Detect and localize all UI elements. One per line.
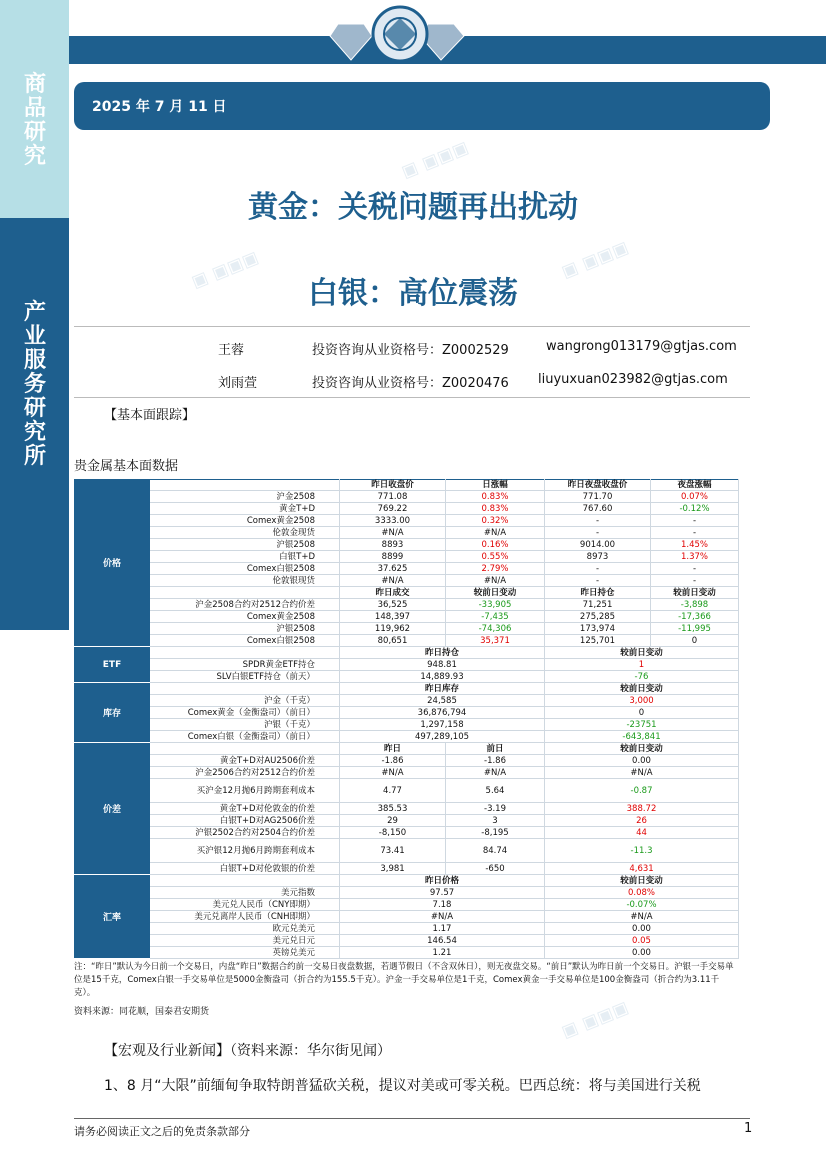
table-cell: #N/A [340,911,545,923]
table-cell: 71,251 [545,599,651,611]
table-cell: 沪银2508 [150,623,340,635]
table-row [74,671,739,683]
sidebar-label-industry-service-institute: 产 业 服 务 研 究 所 [23,299,46,469]
table-cell: 0.07% [651,491,739,503]
analyst-1-email[interactable]: wangrong013179@gtjas.com [546,339,737,354]
table-cell: 黄金T+D [150,503,340,515]
table-cell: -0.87 [545,779,739,803]
table-cell: -643,841 [545,731,739,743]
table-cell: 36,876,794 [340,707,545,719]
analyst-2-cert: 投资咨询从业资格号：Z0020476 [312,376,509,391]
table-cell: 欧元兑美元 [150,923,340,935]
table-cell: -1.86 [446,755,545,767]
table-cell: 497,289,105 [340,731,545,743]
table-row [74,839,739,863]
table-cell: 1,297,158 [340,719,545,731]
table-cell: 73.41 [340,839,446,863]
table-cell: 1.21 [340,947,545,959]
table-cell: - [651,563,739,575]
table-cell [150,479,340,491]
table-row [74,563,739,575]
table-cell: 8973 [545,551,651,563]
table-row [74,911,739,923]
table-cell: -8,195 [446,827,545,839]
table-cell: 较前日变动 [545,875,739,887]
table-cell: 4.77 [340,779,446,803]
report-date: 2025 年 7 月 11 日 [92,99,227,115]
table-category-label: 库存 [74,683,150,743]
table-cell: 3 [446,815,545,827]
table-category-label: ETF [74,647,150,683]
table-cell: 146.54 [340,935,545,947]
table-cell: 1.45% [651,539,739,551]
table-row [74,863,739,875]
table-header-row [74,647,739,659]
table-cell: 7.18 [340,899,545,911]
table-note: 注：“昨日”默认为今日前一个交易日，内盘“昨日”数据合约前一交易日夜盘数据，若遇节假日（不含双休日），则无夜盘交易。“前日”默认为昨日前一个交易日。沪银一手交易单位是15千克，Comex白银一手交易单位是5000金衡盎司（折合约为155.5千克）。沪金一手交易单位是1千克，Comex黄金一手交易单位是100金衡盎司（折合约为3.11千克）。 [74,962,734,998]
title-gold: 黄金：关税问题再出扰动 [248,190,578,225]
table-cell [150,875,340,887]
table-cell: 0 [651,635,739,647]
table-header-row [74,743,739,755]
table-cell: - [545,563,651,575]
table-cell: 125,701 [545,635,651,647]
table-cell: 771.70 [545,491,651,503]
table-cell: 5.64 [446,779,545,803]
table-cell: 沪金2508 [150,491,340,503]
table-cell: Comex黄金2508 [150,515,340,527]
table-cell: 2.79% [446,563,545,575]
table-cell: #N/A [446,527,545,539]
table-cell: #N/A [545,767,739,779]
table-cell: 388.72 [545,803,739,815]
news-item-1: 1、8 月“大限”前缅甸争取特朗普猛砍关税，提议对美或可零关税。巴西总统：将与美国进行关税 [104,1078,701,1094]
table-row [74,731,739,743]
watermark-logo: ▣ ▣▣▣ [558,237,632,283]
table-cell: - [651,515,739,527]
table-row [74,899,739,911]
table-cell: 26 [545,815,739,827]
table-cell: 伦敦金现货 [150,527,340,539]
table-cell: #N/A [446,767,545,779]
table-cell: 美元指数 [150,887,340,899]
watermark-logo: ▣ ▣▣▣ [398,137,472,183]
table-cell: 0.00 [545,947,739,959]
table-row [74,551,739,563]
table-cell: -1.86 [340,755,446,767]
table-cell: -650 [446,863,545,875]
table-cell: 白银T+D对AG2506价差 [150,815,340,827]
table-cell: #N/A [340,575,446,587]
table-cell: 275,285 [545,611,651,623]
table-row [74,887,739,899]
table-cell: -23751 [545,719,739,731]
table-header-row [74,875,739,887]
section-fundamentals-title: 【基本面跟踪】 [104,408,196,423]
table-row [74,827,739,839]
table-cell: 1.17 [340,923,545,935]
table-cell: 37.625 [340,563,446,575]
table-cell: #N/A [545,911,739,923]
table-cell: 沪金2508合约对2512合约价差 [150,599,340,611]
data-source: 资料来源：同花顺，国泰君安期货 [74,1007,210,1017]
table-cell: -17,366 [651,611,739,623]
table-cell: -0.07% [545,899,739,911]
table-cell: -8,150 [340,827,446,839]
table-row [74,599,739,611]
table-cell: 1 [545,659,739,671]
table-row [74,575,739,587]
table-cell: 36,525 [340,599,446,611]
table-cell: 较前日变动 [545,743,739,755]
table-cell: 0.05 [545,935,739,947]
table-cell: 0.08% [545,887,739,899]
table-cell: 29 [340,815,446,827]
table-cell: 较前日变动 [651,587,739,599]
table-cell: 14,889.93 [340,671,545,683]
table-row [74,719,739,731]
table-cell [150,743,340,755]
table-row [74,611,739,623]
table-cell: 前日 [446,743,545,755]
page-number: 1 [744,1121,753,1136]
table-cell: 767.60 [545,503,651,515]
table-cell: SPDR黄金ETF持仓 [150,659,340,671]
table-cell: 昨日 [340,743,446,755]
table-cell: 昨日成交 [340,587,446,599]
macro-news-title: 【宏观及行业新闻】（资料来源：华尔街见闻） [104,1043,391,1059]
table-row [74,503,739,515]
table-cell: 8899 [340,551,446,563]
table-cell: 昨日持仓 [340,647,545,659]
watermark-logo: ▣ ▣▣▣ [188,247,262,293]
table-cell: 9014.00 [545,539,651,551]
table-cell: 白银T+D [150,551,340,563]
table-cell: 0.00 [545,755,739,767]
table-header-row [74,587,739,599]
table-cell: -0.12% [651,503,739,515]
table-cell: 买沪银12月抛6月跨期套利成本 [150,839,340,863]
footer-disclaimer: 请务必阅读正文之后的免责条款部分 [74,1125,250,1138]
table-cell: 昨日收盘价 [340,479,446,491]
table-cell: 0.83% [446,491,545,503]
table-cell: 0.00 [545,923,739,935]
table-row [74,527,739,539]
table-cell: 3,000 [545,695,739,707]
sidebar-label-commodity-research: 商 品 研 究 [23,71,46,169]
table-row [74,803,739,815]
table-cell [150,647,340,659]
watermark-logo: ▣ ▣▣▣ [558,997,632,1043]
table-cell: -11,995 [651,623,739,635]
table-category-label: 价格 [74,479,150,647]
table-cell [150,683,340,695]
table-cell: 日涨幅 [446,479,545,491]
table-cell: - [545,527,651,539]
table-cell: 美元兑人民币（CNY即期） [150,899,340,911]
analyst-2-name: 刘雨萱 [218,376,258,391]
table-cell: 昨日持仓 [545,587,651,599]
table-cell: 美元兑离岸人民币（CNH即期） [150,911,340,923]
table-cell: 24,585 [340,695,545,707]
table-cell: 4,631 [545,863,739,875]
table-cell: 35,371 [446,635,545,647]
table-category-label: 汇率 [74,875,150,959]
table-row [74,623,739,635]
table-cell: -3.19 [446,803,545,815]
table-cell: 771.08 [340,491,446,503]
table-row [74,947,739,959]
table-cell: 沪金（千克） [150,695,340,707]
table-category-label: 价差 [74,743,150,875]
table-cell: - [651,575,739,587]
table-cell: 英镑兑美元 [150,947,340,959]
table-cell: 昨日库存 [340,683,545,695]
table-row [74,923,739,935]
title-silver: 白银：高位震荡 [308,276,518,311]
table-header-row [74,479,739,491]
table-cell: 昨日价格 [340,875,545,887]
table-cell: 较前日变动 [545,683,739,695]
table-cell: 80,651 [340,635,446,647]
table-cell: 385.53 [340,803,446,815]
table-cell: 美元兑日元 [150,935,340,947]
table-row [74,755,739,767]
table-cell: -7,435 [446,611,545,623]
table-caption: 贵金属基本面数据 [74,459,179,474]
table-row [74,635,739,647]
analyst-1-name: 王蓉 [218,343,245,358]
table-cell: Comex白银2508 [150,563,340,575]
table-row [74,815,739,827]
table-cell: 黄金T+D对AU2506价差 [150,755,340,767]
table-cell: 0.83% [446,503,545,515]
table-cell: #N/A [340,527,446,539]
table-cell: 119,962 [340,623,446,635]
table-cell: 8893 [340,539,446,551]
table-cell: 买沪金12月抛6月跨期套利成本 [150,779,340,803]
table-cell: 白银T+D对伦敦银的价差 [150,863,340,875]
table-cell: 昨日夜盘收盘价 [545,479,651,491]
table-cell: -74,306 [446,623,545,635]
table-cell: -3,898 [651,599,739,611]
table-cell: -76 [545,671,739,683]
table-cell: - [545,575,651,587]
table-cell: -11.3 [545,839,739,863]
table-cell: 伦敦银现货 [150,575,340,587]
table-cell: 沪银2508 [150,539,340,551]
table-cell: 较前日变动 [545,647,739,659]
table-cell: - [545,515,651,527]
table-row [74,707,739,719]
table-header-row [74,683,739,695]
table-cell: 0.32% [446,515,545,527]
table-row [74,935,739,947]
table-row [74,779,739,803]
table-row [74,515,739,527]
table-row [74,695,739,707]
table-cell: #N/A [446,575,545,587]
table-cell: 948.81 [340,659,545,671]
table-cell: #N/A [340,767,446,779]
table-cell: -33,905 [446,599,545,611]
table-cell: 3,981 [340,863,446,875]
table-cell: 0 [545,707,739,719]
table-cell: Comex黄金2508 [150,611,340,623]
analyst-1-cert: 投资咨询从业资格号：Z0002529 [312,343,509,358]
table-cell: 沪银（千克） [150,719,340,731]
table-cell: Comex黄金（金衡盎司）（前日） [150,707,340,719]
table-cell: 44 [545,827,739,839]
table-cell [150,587,340,599]
table-cell: 769.22 [340,503,446,515]
table-cell: 沪金2506合约对2512合约价差 [150,767,340,779]
table-cell: 较前日变动 [446,587,545,599]
table-cell: 黄金T+D对伦敦金的价差 [150,803,340,815]
diamond-logo-icon [318,4,482,68]
analyst-2-email[interactable]: liuyuxuan023982@gtjas.com [538,372,728,387]
table-cell: - [651,527,739,539]
table-cell: 0.55% [446,551,545,563]
divider [74,397,750,398]
table-cell: Comex白银2508 [150,635,340,647]
table-cell: 84.74 [446,839,545,863]
table-cell: Comex白银（金衡盎司）（前日） [150,731,340,743]
table-cell: 沪银2502合约对2504合约价差 [150,827,340,839]
table-cell: 0.16% [446,539,545,551]
table-cell: SLV白银ETF持仓（前天） [150,671,340,683]
table-cell: 97.57 [340,887,545,899]
table-cell: 173,974 [545,623,651,635]
table-cell: 3333.00 [340,515,446,527]
table-cell: 夜盘涨幅 [651,479,739,491]
table-row [74,491,739,503]
table-cell: 1.37% [651,551,739,563]
footer-divider [74,1118,750,1119]
table-cell: 148,397 [340,611,446,623]
table-row [74,539,739,551]
divider [74,326,750,327]
table-row [74,659,739,671]
table-row [74,767,739,779]
